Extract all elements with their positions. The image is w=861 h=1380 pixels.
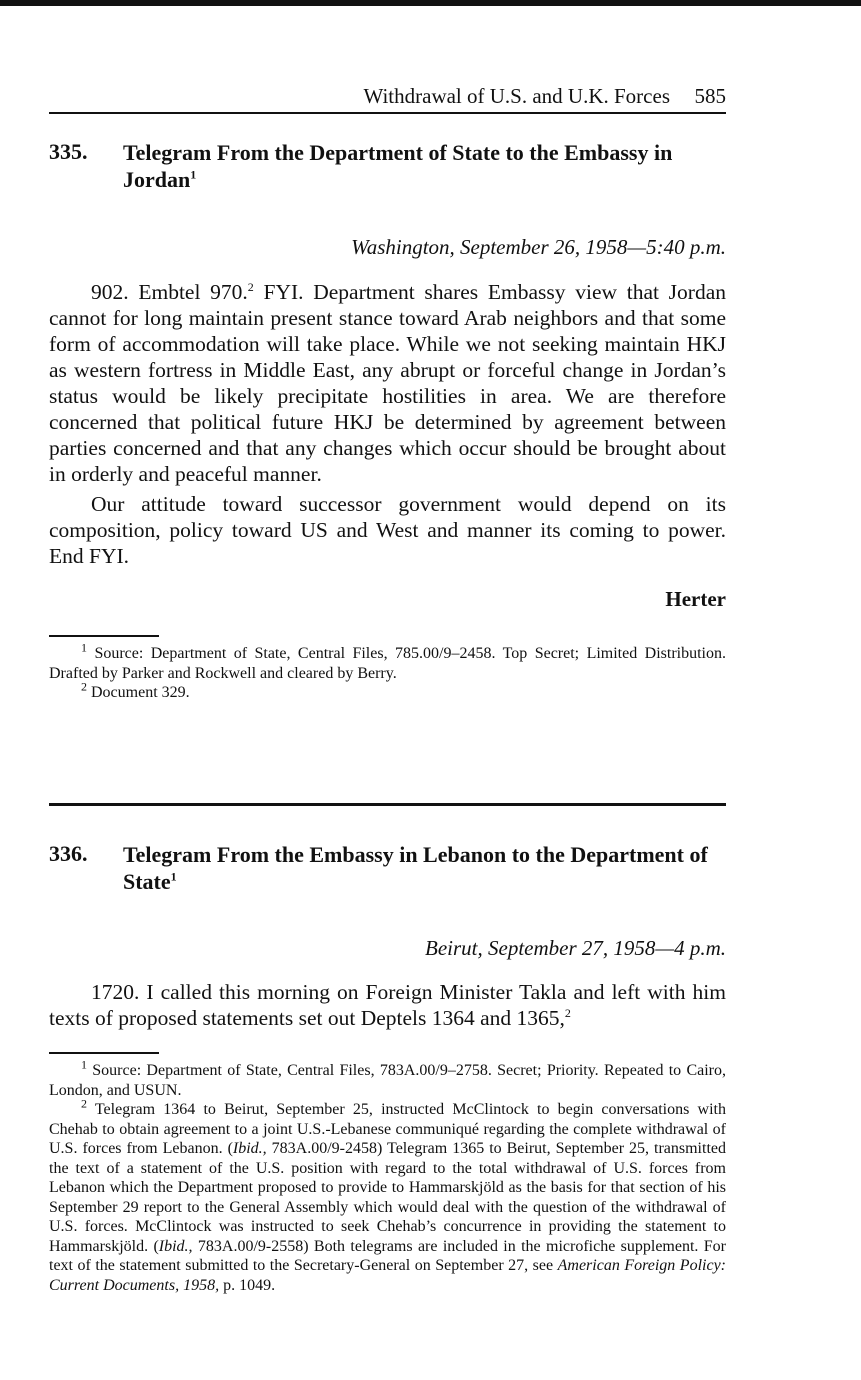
doc-336-footnote-ref-2: 2 <box>564 1005 571 1020</box>
doc-335-footnote-2: $^2$ Document 329. <box>81 679 190 701</box>
doc-335-signature: Herter <box>665 587 726 611</box>
doc-336-title-footnote-ref: 1 <box>170 869 177 884</box>
running-head-title: Withdrawal of U.S. and U.K. Forces <box>363 84 670 108</box>
running-head <box>49 84 726 114</box>
doc-336-footnote-2: $^2$ Telegram 1364 to Beirut, September 25, instructed McClintock to begin conversations with Chehab to obtain agreement to a joint U.S.-Lebanese communiqué regarding the complete withdrawal of U.S. forces from Lebanon. (Ibid., 783A.00/9-2458) Telegram 1365 to Beirut, September 25, transmitted the text of a statement of the U.S. position with regard to the total withdrawal of U.S. forces from Lebanon which the Department proposed to provide to Hammarskjöld as the basis for that section of his September 29 report to the General Assembly which would deal with the question of the withdrawal of U.S. forces. McClintock was instructed to seek Chehab’s concurrence in providing the statement to Hammarskjöld. (Ibid., 783A.00/9-2558) Both telegrams are included in the microfiche supplement. For text of the statement submitted to the Secretary-General on September 27, see American Foreign Policy: Current Documents, 1958, p. 1049. <box>49 1096 727 1294</box>
doc-335-dateline: Washington, September 26, 1958—5:40 p.m. <box>351 235 726 259</box>
doc-336-paragraph-1: 1720. I called this morning on Foreign Minister Takla and left with him texts of proposed statements set out Deptels 1364 and 1365,$^2$ <box>49 980 726 1030</box>
doc-335-paragraph-2: Our attitude toward successor government would depend on its composition, policy toward US and West and manner its coming to power. End FYI. <box>49 492 726 568</box>
doc-336-title: Telegram From the Embassy in Lebanon to the Department of State$^1$ <box>123 842 708 894</box>
doc-335-footnotes <box>49 640 726 703</box>
document-separator <box>49 803 726 806</box>
doc-335-footnote-ref-2: 2 <box>247 279 254 294</box>
doc-336-footnote-rule <box>49 1052 159 1054</box>
doc-335-title-footnote-ref: 1 <box>190 167 197 182</box>
page-number: 585 <box>694 84 726 108</box>
doc-336-dateline: Beirut, September 27, 1958—4 p.m. <box>425 936 726 960</box>
doc-335-paragraph-1: 902. Embtel 970.$^2$ FYI. Department shares Embassy view that Jordan cannot for long maintain present stance toward Arab neighbors and that some form of accommodation will take place. While we not seeking maintain HKJ as western fortress in Middle East, any abrupt or forceful change in Jordan’s status would be likely precipitate hostilities in area. We are therefore concerned that political future HKJ be determined by agreement between parties concerned and that any changes which occur should be brought about in orderly and peaceful manner. <box>49 279 726 486</box>
doc-335-number: 335. <box>49 139 88 164</box>
scan-top-edge <box>0 0 861 6</box>
doc-336-number: 336. <box>49 841 88 866</box>
doc-336-footnotes <box>49 1057 727 1295</box>
doc-335-title: Telegram From the Department of State to the Embassy in Jordan$^1$ <box>123 140 673 192</box>
doc-335-body <box>49 279 726 573</box>
doc-335-footnote-1: $^1$ Source: Department of State, Central Files, 785.00/9–2458. Top Secret; Limited Distribution. Drafted by Parker and Rockwell and cleared by Berry. <box>49 640 726 682</box>
doc-335-footnote-rule <box>49 635 159 637</box>
doc-336-footnote-1: $^1$ Source: Department of State, Central Files, 783A.00/9–2758. Secret; Priority. Repeated to Cairo, London, and USUN. <box>49 1057 726 1099</box>
doc-336-body <box>49 979 726 1035</box>
